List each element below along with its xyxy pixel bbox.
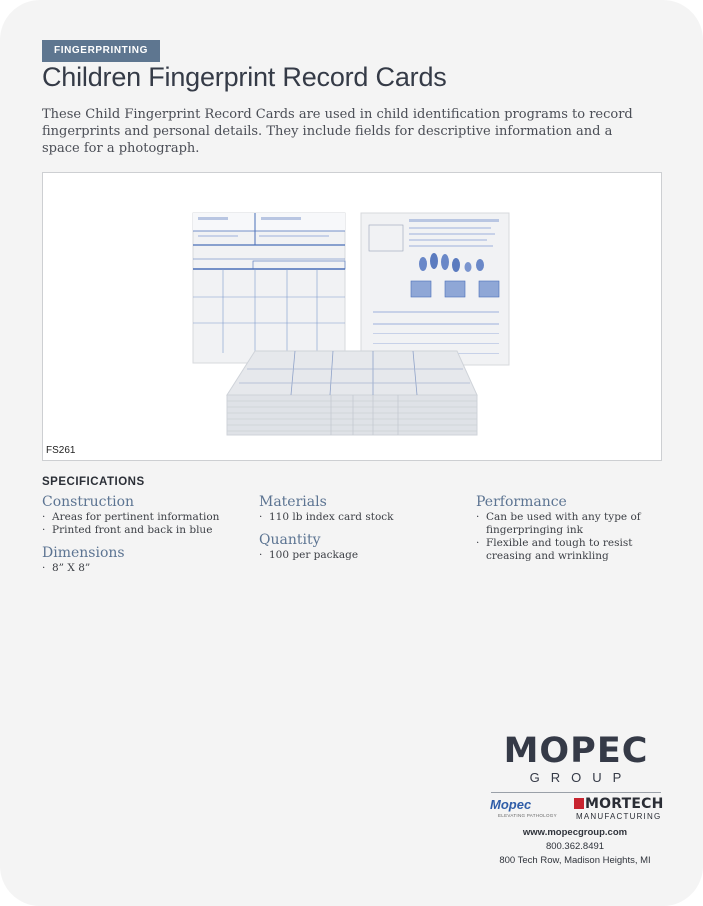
intro-paragraph: These Child Fingerprint Record Cards are used in child identification programs to record fingerprints and personal details. They include fields for descriptive information and a space for a photograph. — [42, 107, 633, 156]
materials-group — [259, 494, 464, 524]
construction-group — [42, 494, 247, 537]
spec-column-middle — [259, 494, 464, 570]
construction-title: Construction — [42, 494, 135, 510]
sub-brand-logos — [488, 795, 668, 825]
spec-column-left — [42, 494, 247, 583]
mortech-red-mark-icon — [574, 798, 584, 809]
quantity-title: Quantity — [259, 532, 321, 548]
card-stack-illustration — [227, 351, 477, 435]
dimensions-title: Dimensions — [42, 545, 125, 561]
materials-item: · 110 lb index card stock — [259, 511, 464, 524]
group-wordmark: GROUP — [529, 770, 633, 785]
dimensions-item: · 8” X 8” — [42, 562, 247, 575]
materials-title: Materials — [259, 494, 327, 510]
construction-item: · Printed front and back in blue — [42, 524, 247, 537]
fingerprint-cards-image — [43, 173, 661, 460]
construction-item: · Areas for pertinent information — [42, 511, 247, 524]
specifications-heading: SPECIFICATIONS — [42, 476, 145, 488]
category-badge: FINGERPRINTING — [42, 40, 160, 62]
mopec-wordmark: MOPEC — [503, 731, 649, 771]
mopec-tagline: ELEVATING PATHOLOGY — [498, 813, 557, 818]
product-photo-frame — [42, 172, 662, 461]
card-back-illustration — [361, 213, 509, 365]
spec-column-right — [476, 494, 646, 571]
mopec-sub-logo: Mopec — [490, 797, 532, 812]
page-title: Children Fingerprint Record Cards — [42, 62, 447, 92]
performance-item: · Can be used with any type of fingerpringing ink — [476, 511, 646, 537]
quantity-group — [259, 532, 464, 562]
phone-number: 800.362.8491 — [545, 841, 605, 852]
mortech-wordmark: MORTECH — [585, 796, 664, 812]
dimensions-group — [42, 545, 247, 575]
performance-title: Performance — [476, 494, 567, 510]
mopec-group-logo — [486, 732, 666, 793]
address: 800 Tech Row, Madison Heights, MI — [499, 855, 651, 866]
quantity-item: · 100 per package — [259, 549, 464, 562]
mortech-logo — [574, 796, 664, 812]
performance-item: · Flexible and tough to resist creasing and wrinkling — [476, 537, 646, 563]
card-front-illustration — [193, 213, 345, 363]
performance-group — [476, 494, 646, 563]
product-code: FS261 — [46, 445, 76, 456]
contact-block — [470, 826, 680, 868]
manufacturing-wordmark: MANUFACTURING — [576, 812, 662, 821]
logo-divider — [491, 792, 661, 793]
website-link[interactable]: www.mopecgroup.com — [522, 827, 628, 838]
